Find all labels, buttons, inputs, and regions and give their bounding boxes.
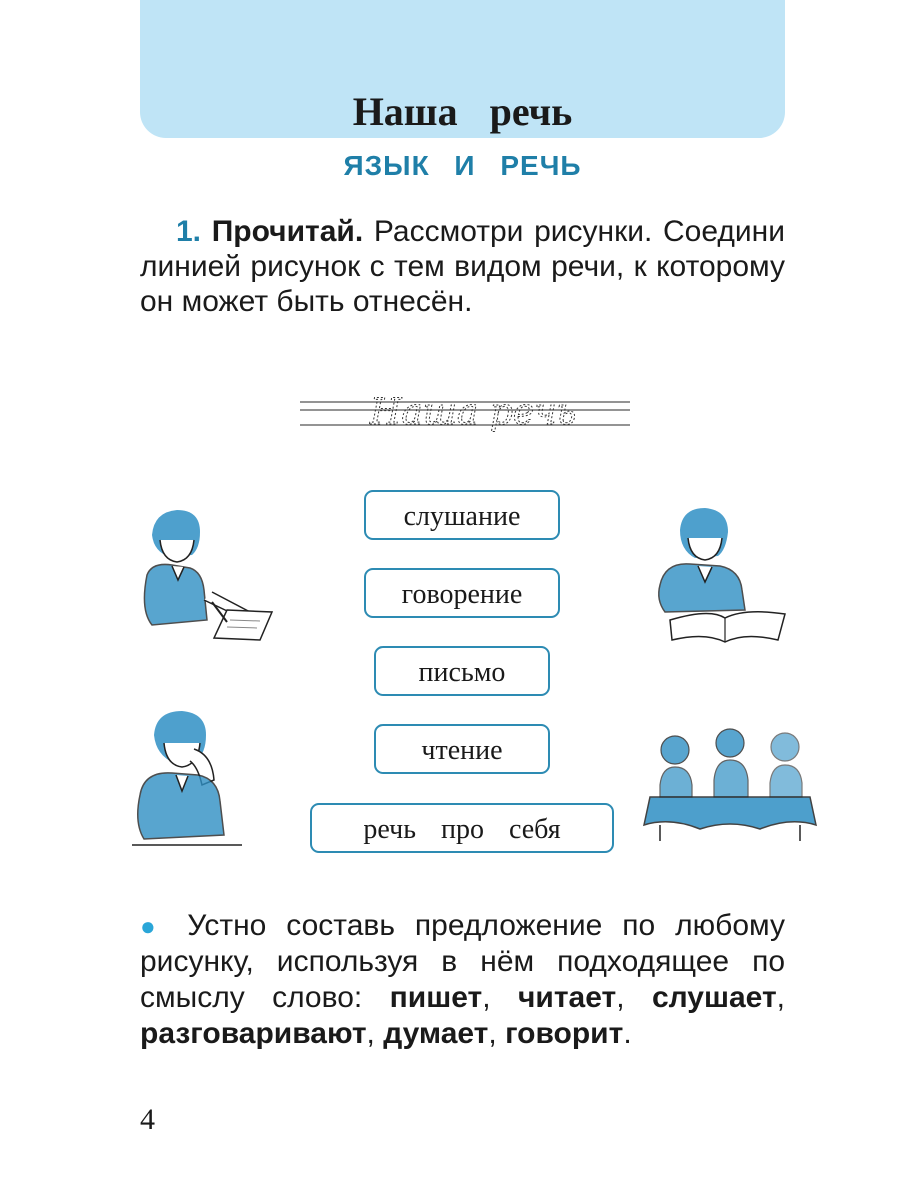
boy-writing-icon: [132, 500, 277, 650]
word-box-reading: чтение: [374, 724, 550, 774]
word-box-writing: письмо: [374, 646, 550, 696]
comma: ,: [488, 1017, 497, 1050]
task-verb: Прочитай.: [211, 215, 364, 248]
bullet-intro: Устно составь предложение по любому рисунку, используя в нём подходящее по смыслу слово:: [140, 909, 785, 1014]
comma: ,: [366, 1017, 375, 1050]
page-number: 4: [140, 1103, 155, 1136]
section-title: ЯЗЫК И РЕЧЬ: [343, 150, 582, 181]
word-thinks: думает: [383, 1017, 489, 1050]
comma: ,: [482, 981, 491, 1014]
word-writes: пишет: [389, 981, 483, 1014]
word-box-listening: слушание: [364, 490, 560, 540]
cursive-writing-sample: [300, 380, 630, 450]
word-talk: разговаривают: [140, 1017, 367, 1050]
period: .: [623, 1017, 632, 1050]
word-box-inner-speech: речь про себя: [310, 803, 614, 853]
word-box-speaking: говорение: [364, 568, 560, 618]
comma: ,: [616, 981, 625, 1014]
bullet-paragraph: [140, 908, 785, 1052]
children-talking-icon: [640, 725, 818, 845]
task-text: Рассмотри рисунки. Соедини линией рисунок с тем видом речи, к которому он может быть отнесён.: [140, 215, 785, 318]
task-paragraph: [140, 214, 785, 319]
page-title: Наша речь: [352, 89, 573, 134]
boy-thinking-icon: [132, 705, 257, 855]
word-listens: слушает: [651, 981, 777, 1014]
word-reads: читает: [517, 981, 617, 1014]
task-number: 1.: [176, 215, 202, 248]
word-speaks: говорит: [505, 1017, 624, 1050]
cursive-text: Наша речь: [370, 392, 577, 433]
bullet-dot-icon: ●: [140, 911, 168, 941]
comma: ,: [776, 981, 785, 1014]
boy-reading-icon: [650, 500, 790, 650]
